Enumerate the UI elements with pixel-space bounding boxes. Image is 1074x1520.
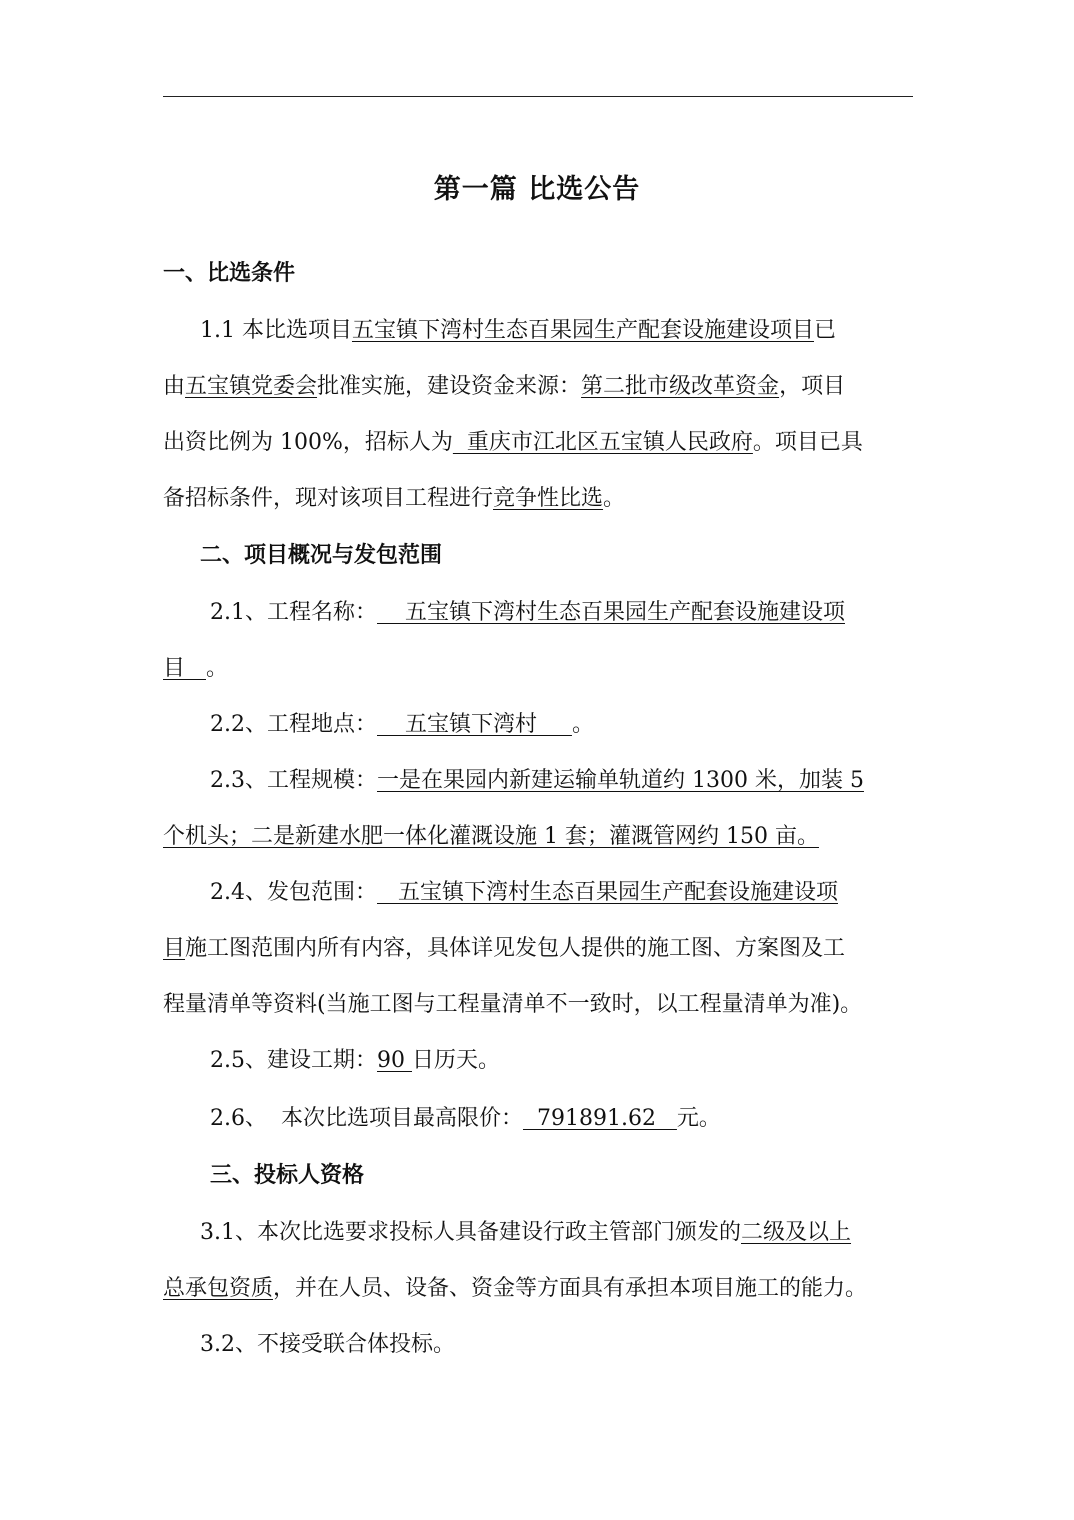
section2-heading: 二、项目概况与发包范围 (200, 542, 443, 568)
para-1-1-line3 (163, 426, 863, 460)
label: 2.1、工程名称： (210, 600, 377, 625)
text: 批准实施，建设资金来源： (317, 374, 582, 399)
item-2-1-line2 (163, 652, 228, 686)
label: 2.6、 本次比选项目最高限价： (210, 1106, 523, 1131)
scope-value: 五宝镇下湾村生态百果园生产配套设施建设项 (377, 880, 838, 905)
text: 3.1、本次比选要求投标人具备建设行政主管部门颁发的 (200, 1220, 741, 1245)
text: ，项目 (779, 374, 846, 399)
text: 。 (205, 656, 228, 681)
text: 出资比例为 100%，招标人为 (163, 430, 453, 455)
label: 2.3、工程规模： (210, 768, 377, 793)
item-2-3-line1 (210, 764, 864, 798)
item-2-4-line1 (210, 876, 838, 910)
label: 2.4、发包范围： (210, 880, 377, 905)
location-value: 五宝镇下湾村 (377, 712, 572, 737)
item-2-6 (210, 1102, 721, 1136)
text: 元。 (676, 1106, 721, 1131)
item-2-5 (210, 1044, 500, 1078)
para-1-1-line2 (163, 370, 845, 404)
text: 已 (814, 318, 837, 343)
label: 2.2、工程地点： (210, 712, 377, 737)
item-3-1-line1 (200, 1216, 851, 1250)
project-name-value-cont: 目 (163, 656, 206, 681)
text: 施工图范围内所有内容，具体详见发包人提供的施工图、方案图及工 (185, 936, 846, 961)
project-name-value: 五宝镇下湾村生态百果园生产配套设施建设项 (377, 600, 845, 625)
text: ，并在人员、设备、资金等方面具有承担本项目施工的能力。 (273, 1276, 868, 1301)
document-title: 第一篇 比选公告 (433, 174, 641, 205)
scope-value-cont: 目 (163, 936, 186, 961)
tenderer: 重庆市江北区五宝镇人民政府 (452, 430, 753, 455)
text: 日历天。 (412, 1048, 501, 1073)
project-name: 五宝镇下湾村生态百果园生产配套设施建设项目 (351, 318, 814, 343)
qualification-value: 二级及以上 (741, 1220, 852, 1245)
duration-value: 90 (377, 1048, 412, 1073)
approver: 五宝镇党委会 (185, 374, 318, 399)
label: 2.5、建设工期： (210, 1048, 377, 1073)
max-price-value: 791891.62 (522, 1106, 677, 1131)
item-2-3-line2 (163, 820, 819, 854)
para-1-1-line1 (200, 314, 836, 348)
item-3-1-line2 (163, 1272, 867, 1306)
scale-value: 一是在果园内新建运输单轨道约 1300 米，加装 5 (377, 768, 864, 793)
item-2-4-line2 (163, 932, 845, 966)
text: 。项目已具 (752, 430, 863, 455)
scale-value-cont: 个机头；二是新建水肥一体化灌溉设施 1 套；灌溉管网约 150 亩。 (163, 824, 819, 849)
text: 由 (163, 374, 186, 399)
text: 。 (603, 486, 626, 511)
text: 1.1 本比选项目 (200, 318, 352, 343)
text: 备招标条件，现对该项目工程进行 (163, 486, 494, 511)
item-2-4-line3: 程量清单等资料(当施工图与工程量清单不一致时，以工程量清单为准)。 (163, 992, 863, 1017)
item-3-2: 3.2、不接受联合体投标。 (200, 1332, 455, 1357)
para-1-1-line4 (163, 482, 625, 516)
qualification-value-cont: 总承包资质 (163, 1276, 274, 1301)
fund-source: 第二批市级改革资金 (581, 374, 780, 399)
section3-heading: 三、投标人资格 (210, 1162, 365, 1188)
selection-method: 竞争性比选 (493, 486, 604, 511)
header-rule (163, 96, 913, 97)
item-2-2 (210, 708, 594, 742)
text: 。 (571, 712, 594, 737)
item-2-1-line1 (210, 596, 845, 630)
section1-heading: 一、比选条件 (163, 260, 296, 286)
